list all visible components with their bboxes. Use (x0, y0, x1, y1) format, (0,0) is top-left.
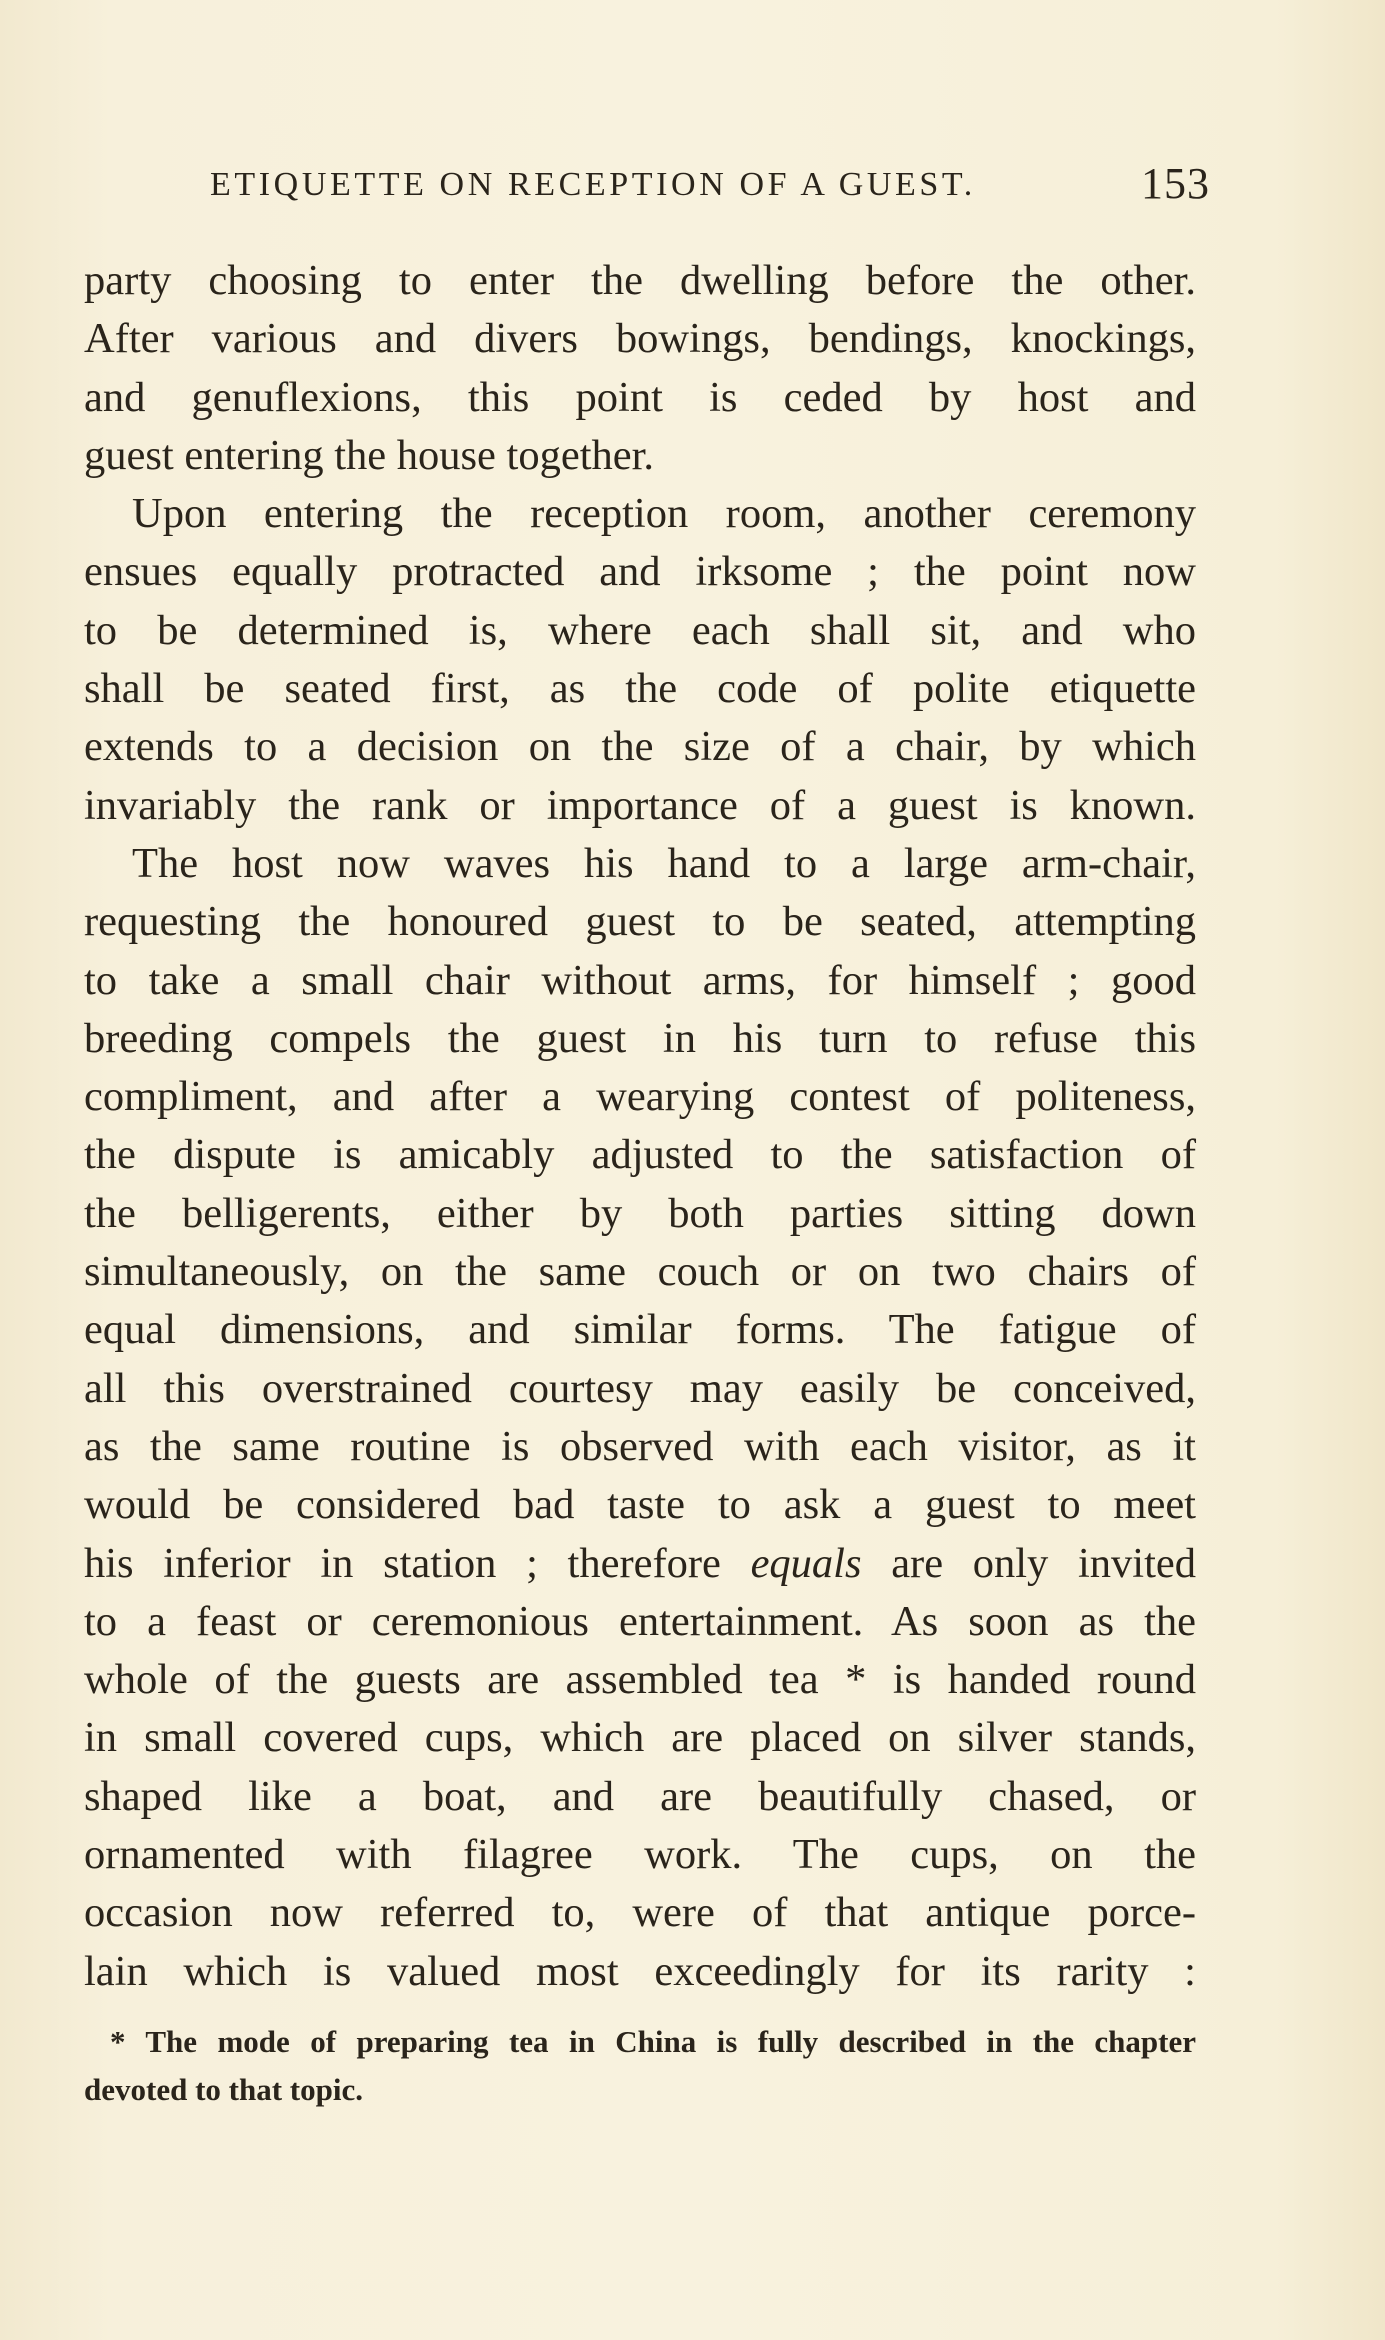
text-line: to be determined is, where each shall sit, and who (84, 606, 1196, 654)
page-number: 153 (1141, 159, 1210, 208)
text-line: ensues equally protracted and irksome ; the point now (84, 548, 1196, 596)
text-line: as the same routine is observed with each visitor, as it (84, 1422, 1196, 1470)
text-line: party choosing to enter the dwelling before the other. (84, 257, 1196, 304)
paragraph-1 (84, 252, 1196, 485)
text-line: breeding compels the guest in his turn to refuse this (84, 1014, 1196, 1062)
running-title: ETIQUETTE ON RECEPTION OF A GUEST. (210, 166, 976, 203)
paragraph-3 (84, 835, 1196, 2001)
text-line: After various and divers bowings, bendings, knockings, (84, 315, 1196, 363)
paragraph-2 (84, 485, 1196, 835)
italic-word: equals (750, 1539, 862, 1587)
text-line: occasion now referred to, were of that antique porce- (84, 1889, 1196, 1937)
text-line: all this overstrained courtesy may easily be conceived, (84, 1364, 1196, 1412)
text-line: Upon entering the reception room, another ceremony (132, 490, 1196, 538)
text-segment: his inferior in station ; therefore (84, 1539, 751, 1587)
text-line-with-italic (84, 1535, 1196, 1593)
text-line: extends to a decision on the size of a chair, by which (84, 723, 1196, 771)
text-line: to a feast or ceremonious entertainment. As soon as the (84, 1597, 1196, 1645)
text-line: to take a small chair without arms, for himself ; good (84, 956, 1196, 1004)
text-line: would be considered bad taste to ask a guest to meet (84, 1481, 1196, 1529)
text-line: guest entering the house together. (84, 431, 655, 479)
text-line: ornamented with filagree work. The cups, on the (84, 1831, 1196, 1879)
text-line: whole of the guests are assembled tea * is handed round (84, 1656, 1196, 1704)
text-line: shaped like a boat, and are beautifully chased, or (84, 1772, 1196, 1820)
text-line: The host now waves his hand to a large arm-chair, (132, 839, 1196, 887)
body-text (84, 252, 1196, 2001)
text-line: and genuflexions, this point is ceded by host and (84, 373, 1196, 421)
text-line: the dispute is amicably adjusted to the satisfaction of (84, 1131, 1196, 1179)
text-line: compliment, and after a wearying contest of politeness, (84, 1073, 1196, 1121)
footnote-line: devoted to that topic. (84, 2072, 363, 2107)
text-line: simultaneously, on the same couch or on two chairs of (84, 1248, 1196, 1296)
page-header (210, 158, 1210, 218)
text-line: invariably the rank or importance of a guest is known. (84, 781, 1196, 829)
text-line: the belligerents, either by both parties sitting down (84, 1189, 1196, 1237)
text-line: requesting the honoured guest to be seated, attempting (84, 898, 1196, 946)
text-line: equal dimensions, and similar forms. The fatigue of (84, 1306, 1196, 1354)
text-line: lain which is valued most exceedingly for its rarity : (84, 1947, 1196, 1995)
text-line: shall be seated first, as the code of polite etiquette (84, 665, 1196, 713)
text-segment: are only invited (861, 1539, 1196, 1587)
footnote (84, 2018, 1196, 2114)
text-line: in small covered cups, which are placed on silver stands, (84, 1714, 1196, 1762)
footnote-line: * The mode of preparing tea in China is fully described in the chapter (110, 2024, 1196, 2059)
